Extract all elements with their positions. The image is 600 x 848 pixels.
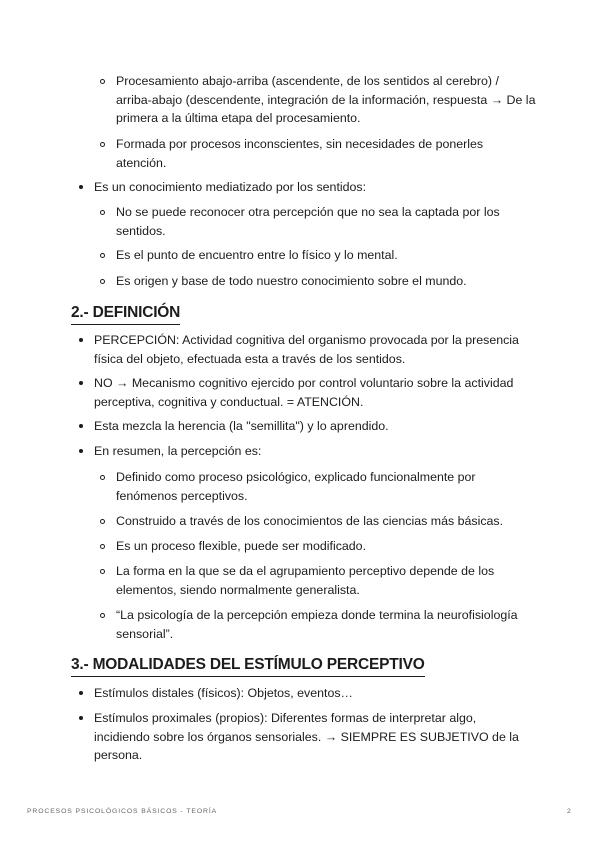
- list-item: Esta mezcla la herencia (la "semillita") y lo aprendido.: [94, 419, 389, 433]
- footer-page-number: 2: [567, 808, 572, 815]
- list-item: Es un proceso flexible, puede ser modificado.: [116, 539, 367, 553]
- list-item: Formada por procesos inconscientes, sin necesidades de ponerles atención.: [116, 137, 484, 170]
- list-item: Estímulos distales (físicos): Objetos, eventos…: [94, 686, 353, 700]
- list-item: En resumen, la percepción es:: [94, 444, 262, 458]
- list-item: Es el punto de encuentro entre lo físico y lo mental.: [116, 248, 398, 262]
- section-heading-definicion: 2.- DEFINICIÓN: [71, 303, 180, 325]
- list-item: Construido a través de los conocimientos de las ciencias más básicas.: [116, 514, 504, 528]
- list-item: Es origen y base de todo nuestro conocimiento sobre el mundo.: [116, 274, 467, 288]
- list-item: Procesamiento abajo-arriba (ascendente, de los sentidos al cerebro) / arriba-abajo (descendente, integración de la información, respuesta → De la primera a la última etapa del procesamiento.: [116, 74, 536, 125]
- list-item: La forma en la que se da el agrupamiento perceptivo depende de los elementos, siendo normalmente generalista.: [116, 564, 495, 597]
- list-item: “La psicología de la percepción empieza donde termina la neurofisiología sensorial”.: [116, 608, 518, 641]
- section-heading-modalidades: 3.- MODALIDADES DEL ESTÍMULO PERCEPTIVO: [71, 655, 425, 677]
- list-item: No se puede reconocer otra percepción que no sea la captada por los sentidos.: [116, 205, 500, 238]
- list-item: PERCEPCIÓN: Actividad cognitiva del organismo provocada por la presencia física del objeto, efectuada esta a través de los sentidos.: [94, 333, 519, 366]
- footer-document-title: PROCESOS PSICOLÓGICOS BÁSICOS - TEORÍA: [27, 808, 218, 815]
- list-item: Definido como proceso psicológico, explicado funcionalmente por fenómenos perceptivos.: [116, 470, 476, 503]
- list-item: Es un conocimiento mediatizado por los sentidos:: [94, 180, 367, 194]
- list-item: Estímulos proximales (propios): Diferentes formas de interpretar algo, incidiendo sobre los órganos sensoriales. → SIEMPRE ES SUBJETIVO de la persona.: [94, 711, 519, 762]
- list-item: NO → Mecanismo cognitivo ejercido por control voluntario sobre la actividad perceptiva, cognitiva y conductual. = ATENCIÓN.: [94, 376, 514, 409]
